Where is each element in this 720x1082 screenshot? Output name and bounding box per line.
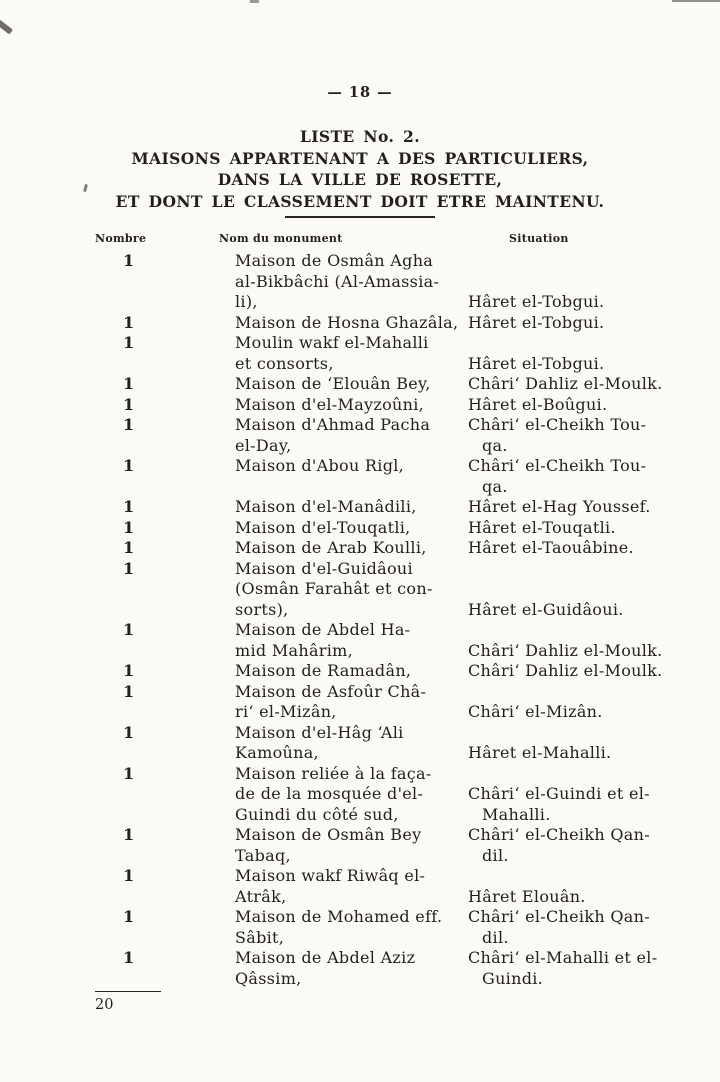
table-row — [95, 497, 670, 518]
scan-artifact — [672, 0, 720, 2]
cell-situation — [468, 702, 670, 723]
cell-nombre: 1 — [123, 415, 135, 434]
situation-line: Châri‘ Dahliz el-Moulk. — [468, 661, 663, 680]
title-underline — [285, 216, 435, 218]
monument-name-line: li), — [235, 292, 258, 311]
cell-situation — [468, 456, 670, 497]
cell-nombre: 1 — [123, 251, 135, 270]
cell-monument-name — [235, 764, 468, 826]
monument-name-line: Maison de Abdel Aziz — [235, 948, 416, 967]
table-row — [95, 723, 670, 764]
cell-monument-name — [235, 866, 468, 907]
table-header-row — [95, 232, 670, 245]
cell-situation — [468, 784, 670, 825]
cell-monument-name — [235, 251, 468, 313]
situation-line: Châri‘ el-Cheikh Qan- — [468, 825, 650, 844]
table-row — [95, 907, 670, 948]
monument-name-line: sorts), — [235, 599, 289, 619]
table-row — [95, 395, 670, 416]
table-row — [95, 764, 670, 826]
table-row — [95, 333, 670, 374]
situation-line: Châri‘ el-Mahalli et el- — [468, 948, 658, 967]
monument-name-line: Maison de ‘Elouân Bey, — [235, 374, 431, 393]
situation-line: Hâret el-Guidâoui. — [468, 599, 624, 619]
monument-name-line: ri‘ el-Mizân, — [235, 702, 337, 721]
monument-name-line: Maison d'Ahmad Pacha — [235, 415, 431, 434]
monument-name-line: Moulin wakf el-Mahalli — [235, 333, 429, 352]
cell-situation — [468, 600, 670, 621]
cell-nombre: 1 — [123, 517, 135, 537]
cell-situation — [468, 395, 670, 416]
cell-situation — [468, 825, 670, 866]
situation-line: Hâret el-Tobgui. — [468, 312, 605, 332]
cell-monument-name — [235, 559, 468, 621]
situation-line: Hâret el-Taouâbine. — [468, 538, 634, 557]
cell-nombre: 1 — [123, 558, 135, 578]
monument-name-line: Guindi du côté sud, — [235, 804, 399, 824]
monument-name-line: Maison d'el-Hâg ‘Ali — [235, 722, 404, 742]
monument-name-line: de de la mosquée d'el- — [235, 784, 424, 803]
cell-situation — [468, 354, 670, 375]
table-row — [95, 374, 670, 395]
cell-monument-name — [235, 456, 468, 477]
monument-name-line: Maison de Ramadân, — [235, 661, 412, 680]
situation-line: Châri‘ el-Guindi et el- — [468, 784, 650, 803]
column-header-nombre: Nombre — [95, 232, 147, 245]
cell-monument-name — [235, 538, 468, 559]
cell-nombre: 1 — [123, 661, 135, 680]
monument-name-line: Maison de Osmân Agha — [235, 251, 434, 270]
title-line: LISTE No. 2. — [299, 127, 421, 146]
title-line: DANS LA VILLE DE ROSETTE, — [217, 170, 503, 189]
footer-page-number: 20 — [95, 997, 114, 1013]
situation-line: Hâret el-Touqatli. — [468, 517, 616, 537]
table-row — [95, 415, 670, 456]
situation-line: Hâret el-Tobgui. — [468, 353, 605, 373]
scan-artifact — [250, 0, 259, 3]
monument-name-line: (Osmân Farahât et con- — [235, 579, 433, 598]
situation-line: Châri‘ Dahliz el-Moulk. — [468, 374, 663, 393]
cell-situation — [468, 641, 670, 662]
cell-nombre: 1 — [123, 374, 135, 393]
monument-name-line: Maison wakf Riwâq el- — [235, 866, 426, 885]
cell-nombre: 1 — [123, 456, 135, 475]
monument-name-line: Maison de Asfoûr Châ- — [235, 681, 427, 701]
cell-situation — [468, 313, 670, 334]
monument-name-line: Maison de Osmân Bey — [235, 825, 422, 844]
table-row — [95, 456, 670, 497]
situation-line: Hâret el-Tobgui. — [468, 292, 605, 311]
situation-line: Hâret el-Hag Youssef. — [468, 497, 651, 516]
cell-monument-name — [235, 825, 468, 866]
cell-situation — [468, 292, 670, 313]
situation-line: Hâret Elouân. — [468, 886, 586, 906]
cell-situation — [468, 374, 670, 395]
cell-situation — [468, 497, 670, 518]
table-row — [95, 538, 670, 559]
monument-name-line: Maison d'el-Mayzoûni, — [235, 394, 425, 414]
table-body — [95, 251, 670, 989]
monument-name-line: Maison de Hosna Ghazâla, — [235, 312, 459, 332]
cell-nombre: 1 — [123, 866, 135, 885]
cell-monument-name — [235, 415, 468, 456]
table-row — [95, 620, 670, 661]
cell-monument-name — [235, 395, 468, 416]
situation-line: Hâret el-Mahalli. — [468, 743, 612, 762]
monument-name-line: Maison de Abdel Ha- — [235, 620, 411, 639]
cell-monument-name — [235, 661, 468, 682]
monument-name-line: Atrâk, — [235, 886, 287, 906]
cell-nombre: 1 — [123, 825, 135, 844]
monument-name-line: Maison d'Abou Rigl, — [235, 456, 405, 475]
cell-nombre: 1 — [123, 538, 135, 557]
footer-rule — [95, 991, 161, 992]
title-line: MAISONS APPARTENANT A DES PARTICULIERS, — [131, 148, 589, 168]
cell-situation — [468, 887, 670, 908]
monument-name-line: Maison d'el-Manâdili, — [235, 497, 417, 516]
situation-line: Châri‘ el-Mizân. — [468, 702, 603, 721]
situation-line: Guindi. — [482, 968, 544, 988]
cell-situation — [468, 907, 670, 948]
cell-nombre: 1 — [123, 333, 135, 352]
situation-line: Châri‘ el-Cheikh Tou- — [468, 456, 647, 475]
cell-nombre: 1 — [123, 681, 135, 701]
cell-nombre: 1 — [123, 394, 135, 414]
cell-nombre: 1 — [123, 907, 135, 926]
cell-situation — [468, 661, 670, 682]
situation-line: Châri‘ el-Cheikh Qan- — [468, 907, 650, 926]
situation-line: qa. — [482, 476, 508, 496]
cell-nombre: 1 — [123, 312, 135, 332]
table-row — [95, 661, 670, 682]
table-row — [95, 682, 670, 723]
table-row — [95, 518, 670, 539]
cell-monument-name — [235, 907, 468, 948]
cell-monument-name — [235, 374, 468, 395]
monument-name-line: Qâssim, — [235, 968, 302, 988]
page-footer — [95, 991, 720, 1013]
cell-monument-name — [235, 723, 468, 764]
cell-monument-name — [235, 620, 468, 661]
situation-line: Hâret el-Boûgui. — [468, 394, 608, 414]
cell-nombre: 1 — [123, 497, 135, 516]
table-row — [95, 251, 670, 313]
table-row — [95, 825, 670, 866]
table-row — [95, 313, 670, 334]
cell-monument-name — [235, 948, 468, 989]
monument-name-line: al-Bikbâchi (Al-Amassia- — [235, 271, 440, 291]
situation-line: dil. — [482, 927, 509, 947]
table-row — [95, 948, 670, 989]
cell-situation — [468, 518, 670, 539]
cell-monument-name — [235, 682, 468, 723]
monuments-table — [95, 232, 670, 989]
column-header-situation: Situation — [509, 232, 569, 245]
cell-monument-name — [235, 497, 468, 518]
monument-name-line: Maison de Mohamed eff. — [235, 907, 443, 926]
monument-name-line: Tabaq, — [235, 845, 291, 865]
monument-name-line: el-Day, — [235, 435, 292, 455]
situation-line: dil. — [482, 845, 509, 865]
situation-line: Mahalli. — [482, 804, 551, 824]
monument-name-line: Kamoûna, — [235, 743, 319, 762]
cell-monument-name — [235, 333, 468, 374]
cell-nombre: 1 — [123, 722, 135, 742]
situation-line: Châri‘ Dahliz el-Moulk. — [468, 640, 663, 660]
document-title — [0, 126, 720, 218]
cell-situation — [468, 948, 670, 989]
cell-nombre: 1 — [123, 763, 135, 783]
cell-monument-name — [235, 518, 468, 539]
monument-name-line: Maison d'el-Touqatli, — [235, 517, 411, 537]
cell-nombre: 1 — [123, 620, 135, 639]
monument-name-line: mid Mahârim, — [235, 640, 354, 660]
cell-situation — [468, 538, 670, 559]
cell-nombre: 1 — [123, 948, 135, 967]
table-row — [95, 559, 670, 621]
situation-line: qa. — [482, 435, 508, 455]
situation-line: Châri‘ el-Cheikh Tou- — [468, 415, 647, 434]
cell-situation — [468, 743, 670, 764]
column-header-monument: Nom du monument — [219, 232, 343, 245]
table-row — [95, 866, 670, 907]
cell-monument-name — [235, 313, 468, 334]
monument-name-line: Sâbit, — [235, 927, 285, 947]
monument-name-line: Maison de Arab Koulli, — [235, 538, 427, 557]
monument-name-line: Maison reliée à la faça- — [235, 763, 432, 783]
cell-situation — [468, 415, 670, 456]
monument-name-line: et consorts, — [235, 353, 334, 373]
page-number-top: — 18 — — [327, 84, 393, 101]
monument-name-line: Maison d'el-Guidâoui — [235, 558, 413, 578]
title-line: ET DONT LE CLASSEMENT DOIT ETRE MAINTENU. — [115, 191, 605, 211]
